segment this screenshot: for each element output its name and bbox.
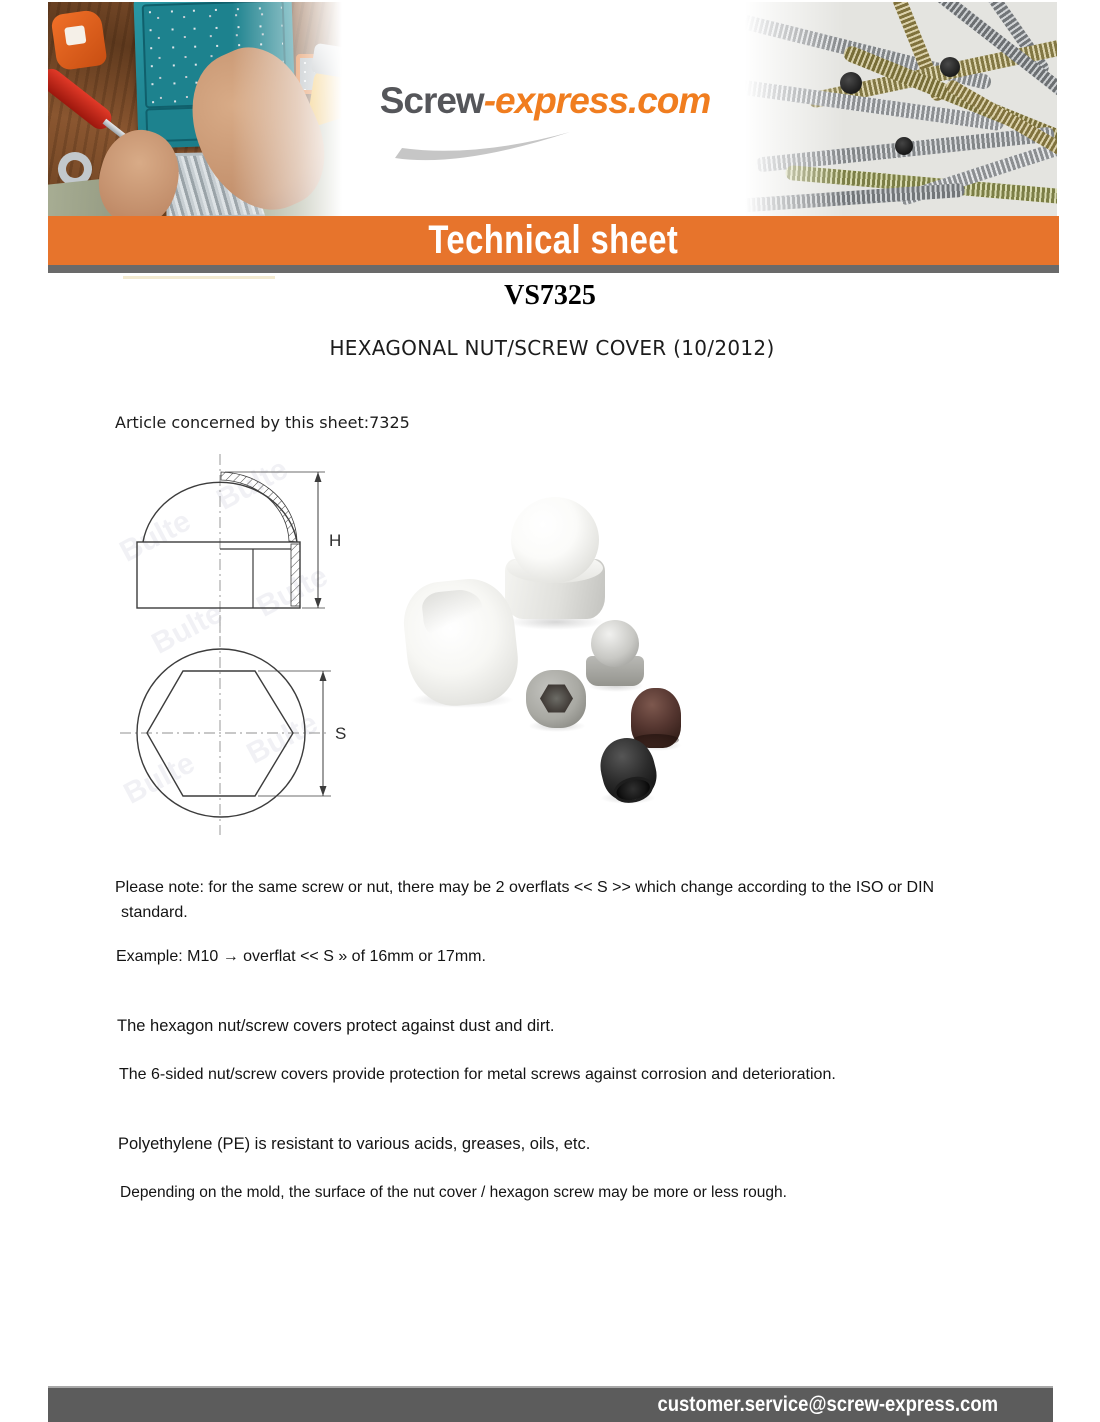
nut-cover-grey-dome: [586, 620, 644, 688]
paragraph-dust-dirt: The hexagon nut/screw covers protect against dust and dirt.: [117, 1017, 555, 1035]
nut-cover-white-large: [505, 497, 605, 627]
nut-cover-brown: [631, 688, 681, 748]
photo-fade: [48, 2, 345, 216]
product-photo: [398, 492, 733, 812]
workbench-photo: [48, 2, 345, 216]
document-subtitle: HEXAGONAL NUT/SCREW COVER (10/2012): [329, 336, 775, 360]
technical-sheet-banner: [48, 216, 1059, 265]
dim-label-s: S: [335, 724, 347, 743]
top-view-diagram: [95, 613, 355, 838]
watermark-text: Bulte: [146, 596, 229, 661]
note-paragraph-line2: standard.: [121, 904, 188, 921]
banner-title: Technical sheet: [428, 218, 679, 262]
cap-dome: [511, 497, 599, 583]
logo-text-screw: Screw: [379, 80, 484, 121]
watermark-text: Bulte: [114, 504, 197, 569]
scan-artifact-line: [123, 276, 275, 279]
photo-fade: [745, 2, 1057, 216]
logo: [345, 2, 745, 216]
article-line: Article concerned by this sheet:7325: [115, 413, 410, 432]
cap-dome: [591, 620, 639, 667]
paragraph-polyethylene: Polyethylene (PE) is resistant to various acids, greases, oils, etc.: [118, 1135, 591, 1153]
banner-divider: [48, 265, 1059, 273]
screw-pile-photo: [745, 2, 1057, 216]
cap-opening: [540, 683, 573, 714]
logo-text-express: -express.com: [483, 80, 711, 121]
footer-email: customer.service@screw-express.com: [657, 1393, 998, 1416]
example-paragraph: Example: M10 → overflat << S » of 16mm or 17mm.: [116, 948, 486, 965]
footer-bar: [48, 1386, 1053, 1422]
document-code: VS7325: [504, 280, 596, 311]
dim-label-h: H: [329, 531, 342, 550]
paragraph-corrosion: The 6-sided nut/screw covers provide protection for metal screws against corrosion and deterioration.: [119, 1066, 836, 1083]
nut-cover-grey-hex-open: [526, 670, 586, 728]
logo-swoosh-icon: [390, 120, 590, 170]
watermark-text: Bulte: [118, 746, 201, 811]
watermark-text: Bulte: [241, 706, 324, 771]
paragraph-mold-surface: Depending on the mold, the surface of the nut cover / hexagon screw may be more or less rough.: [120, 1184, 787, 1201]
note-paragraph-line1: Please note: for the same screw or nut, there may be 2 overflats << S >> which change according to the ISO or DIN: [115, 879, 935, 896]
logo-text: [345, 80, 745, 122]
nut-cover-white-hex: [400, 575, 522, 711]
